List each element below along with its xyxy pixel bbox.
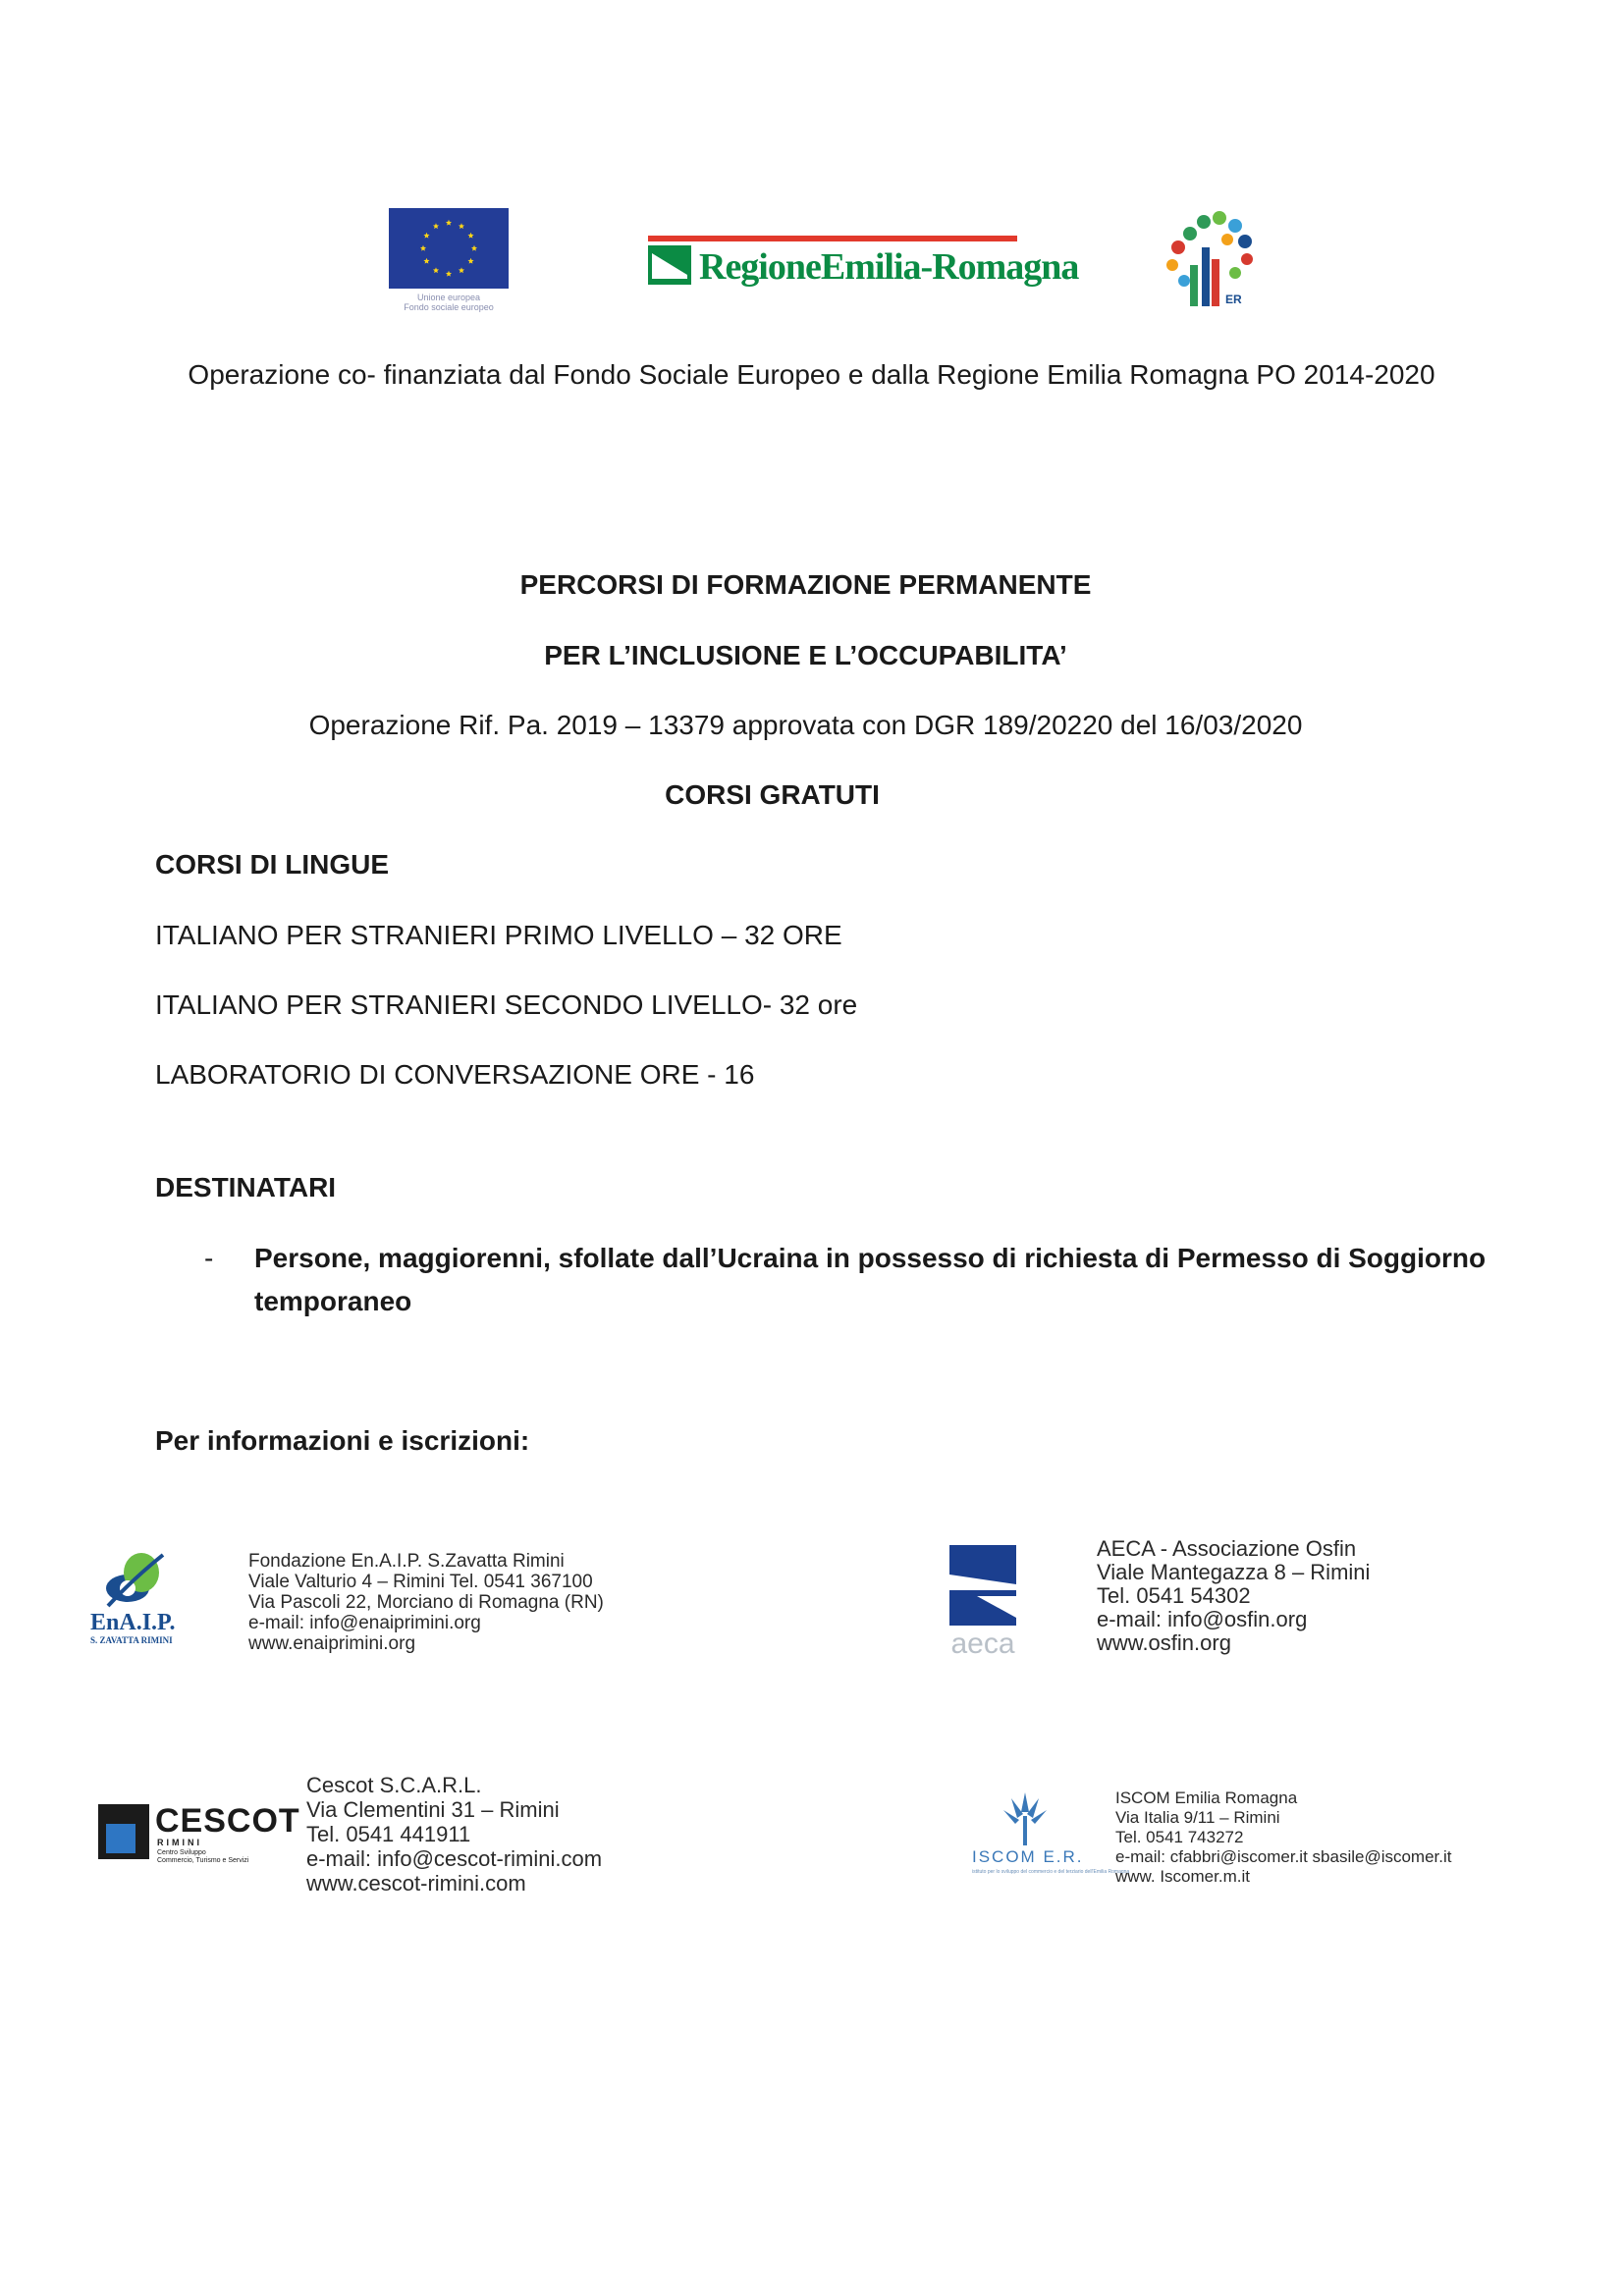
cescot-sub-line: Centro Sviluppo xyxy=(157,1849,206,1856)
enaip-logo-name: EnA.I.P. xyxy=(90,1610,176,1635)
funding-statement: Operazione co- finanziata dal Fondo Sociale Europeo e dalla Regione Emilia Romagna PO 2014-2020 xyxy=(188,359,1435,390)
aeca-line: Tel. 0541 54302 xyxy=(1097,1583,1251,1608)
eu-stars-icon xyxy=(389,208,509,289)
aeca-line: www.osfin.org xyxy=(1097,1630,1231,1655)
iscom-logo-sub: istituto per lo sviluppo del commercio e del terziario dell'Emilia Romagna xyxy=(972,1869,1130,1875)
regione-name: RegioneEmilia-Romagna xyxy=(699,246,1079,288)
iscom-line: ISCOM Emilia Romagna xyxy=(1115,1789,1298,1807)
eu-caption-line1: Unione europea xyxy=(416,293,481,302)
aeca-line: e-mail: info@osfin.org xyxy=(1097,1607,1308,1631)
course-item: LABORATORIO DI CONVERSAZIONE ORE - 16 xyxy=(155,1059,755,1090)
cescot-line: e-mail: info@cescot-rimini.com xyxy=(306,1846,603,1871)
enaip-icon xyxy=(98,1549,169,1610)
eu-star xyxy=(459,223,464,229)
eu-star xyxy=(433,267,439,273)
iscom-line: Via Italia 9/11 – Rimini xyxy=(1115,1808,1280,1827)
courses-heading: CORSI DI LINGUE xyxy=(155,849,390,880)
eu-star xyxy=(420,245,426,251)
enaip-line: Via Pascoli 22, Morciano di Romagna (RN) xyxy=(248,1592,604,1613)
course-item: ITALIANO PER STRANIERI SECONDO LIVELLO- 32 ore xyxy=(155,989,858,1020)
title-line1: PERCORSI DI FORMAZIONE PERMANENTE xyxy=(519,569,1092,600)
er-label: ER xyxy=(1225,293,1242,306)
iscom-icon xyxy=(1001,1792,1049,1845)
eu-star xyxy=(423,233,429,239)
cescot-line: www.cescot-rimini.com xyxy=(306,1871,526,1896)
eu-caption-line2: Fondo sociale europeo xyxy=(404,302,494,312)
free-courses-title: CORSI GRATUTI xyxy=(665,779,880,810)
enaip-contact xyxy=(248,1551,604,1654)
regione-emilia-romagna-logo xyxy=(646,236,1079,294)
cescot-logo-city: RIMINI xyxy=(157,1838,202,1847)
cescot-logo-sub xyxy=(157,1849,248,1865)
enaip-line: Viale Valturio 4 – Rimini Tel. 0541 367100 xyxy=(248,1572,593,1592)
bullet-dash: - xyxy=(204,1243,214,1273)
iscom-line: www. Iscomer.m.it xyxy=(1115,1867,1250,1886)
er-tree-logo xyxy=(1157,208,1294,318)
eu-star xyxy=(471,245,477,251)
aeca-line: AECA - Associazione Osfin xyxy=(1097,1536,1357,1561)
cescot-contact xyxy=(306,1773,602,1896)
iscom-contact xyxy=(1115,1789,1452,1887)
eu-star xyxy=(433,223,439,229)
cescot-line: Via Clementini 31 – Rimini xyxy=(306,1797,560,1822)
iscom-logo-name: ISCOM E.R. xyxy=(972,1847,1084,1866)
eu-star xyxy=(446,271,452,277)
cescot-logo-name: CESCOT xyxy=(155,1802,300,1840)
enaip-line: www.enaiprimini.org xyxy=(248,1633,416,1654)
aeca-mark-icon xyxy=(949,1545,1016,1626)
eu-star xyxy=(467,233,473,239)
aeca-logo xyxy=(945,1545,1021,1661)
course-item: ITALIANO PER STRANIERI PRIMO LIVELLO – 32 ORE xyxy=(155,920,842,950)
cescot-box-icon xyxy=(98,1804,149,1859)
enaip-line: e-mail: info@enaiprimini.org xyxy=(248,1613,481,1633)
cescot-inner-mark xyxy=(106,1824,135,1853)
info-heading: Per informazioni e iscrizioni: xyxy=(155,1425,530,1456)
eu-star xyxy=(459,267,464,273)
eu-flag-icon xyxy=(389,208,509,289)
regione-map-icon xyxy=(648,245,691,285)
target-heading: DESTINATARI xyxy=(155,1172,337,1202)
eu-star xyxy=(423,258,429,264)
cescot-sub-line: Commercio, Turismo e Servizi xyxy=(157,1857,249,1864)
eu-star xyxy=(446,220,452,226)
eu-logo xyxy=(389,208,509,314)
cescot-line: Cescot S.C.A.R.L. xyxy=(306,1773,482,1797)
cescot-line: Tel. 0541 441911 xyxy=(306,1822,471,1846)
eu-star xyxy=(467,258,473,264)
iscom-line: e-mail: cfabbri@iscomer.it sbasile@iscomer.it xyxy=(1115,1847,1452,1866)
enaip-logo xyxy=(88,1549,179,1643)
title-line2: PER L’INCLUSIONE E L’OCCUPABILITA’ xyxy=(544,640,1067,670)
target-line1: Persone, maggiorenni, sfollate dall’Ucraina in possesso di richiesta di Permesso di Soggiorno xyxy=(254,1243,1487,1273)
regione-red-bar xyxy=(648,236,1017,241)
iscom-logo xyxy=(972,1792,1130,1881)
operation-reference: Operazione Rif. Pa. 2019 – 13379 approvata con DGR 189/20220 del 16/03/2020 xyxy=(308,710,1303,740)
aeca-line: Viale Mantegazza 8 – Rimini xyxy=(1097,1560,1371,1584)
enaip-logo-sub: S. ZAVATTA RIMINI xyxy=(90,1635,173,1645)
aeca-contact xyxy=(1097,1537,1370,1655)
eu-caption xyxy=(389,293,509,312)
cescot-logo xyxy=(98,1802,300,1865)
iscom-line: Tel. 0541 743272 xyxy=(1115,1828,1244,1846)
aeca-logo-name: aeca xyxy=(950,1628,1015,1660)
target-line2: temporaneo xyxy=(254,1286,412,1316)
enaip-line: Fondazione En.A.I.P. S.Zavatta Rimini xyxy=(248,1551,565,1572)
